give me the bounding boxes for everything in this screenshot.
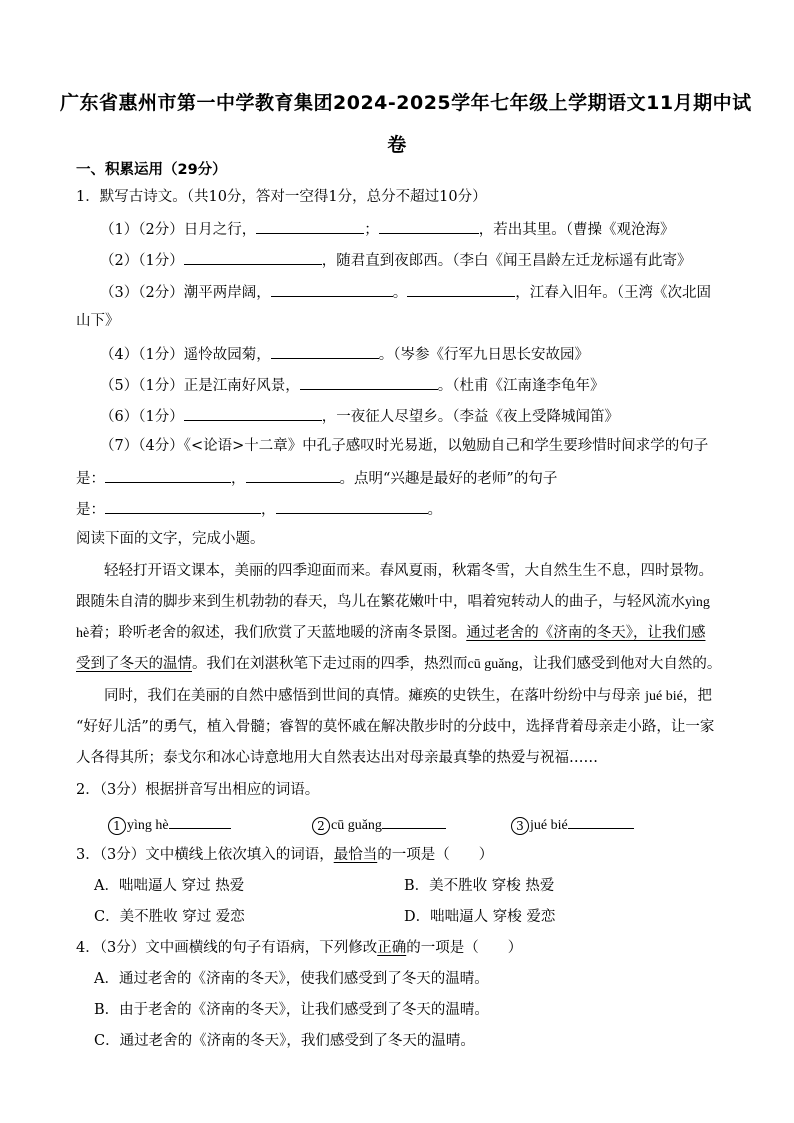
answer-blank[interactable] (105, 498, 261, 514)
answer-blank[interactable] (382, 813, 446, 829)
q1-item-5 (100, 374, 604, 396)
passage-line: 人各得其所；泰戈尔和冰心诗意地用大自然表达出对母亲最真挚的热爱与祝福…… (76, 750, 598, 766)
q1-item-7-text: ， (261, 502, 276, 518)
answer-blank[interactable] (407, 281, 515, 297)
reading-instruction: 阅读下面的文字，完成小题。 (76, 531, 265, 547)
q2-item-2 (312, 813, 446, 836)
answer-blank[interactable] (169, 813, 231, 829)
passage-text: 。我们在刘湛秋笔下走过雨的四季，热烈而 (192, 656, 468, 672)
passage-line: 轻轻打开语文课本，美丽的四季迎面而来。春风夏雨，秋霜冬雪，大自然生生不息，四时景物。 (104, 563, 713, 579)
exam-title-continued: 卷 (387, 134, 407, 156)
passage-text: 同时，我们在美丽的自然中感悟到世间的真情。瘫痪的史铁生，在落叶纷纷中与母亲 (104, 688, 641, 704)
question-1-prompt: 1．默写古诗文。（共10分，答对一空得1分，总分不超过10分） (76, 189, 487, 205)
q1-item-1-text: ； (364, 222, 379, 238)
question-4-prompt (76, 938, 522, 958)
q1-item-1-text: ，若出其里。（曹操《观沧海》 (478, 222, 675, 238)
q1-item-3-text: （3）（2分）潮平两岸阔， (100, 285, 271, 301)
option-a[interactable]: A．通过老舍的《济南的冬天》，使我们感受到了冬天的温晴。 (94, 971, 489, 987)
q1-item-3-continued: 山下》 (76, 313, 120, 329)
q1-item-3-text: ，江春入旧年。（王湾《次北固 (515, 285, 711, 301)
q1-item-3-text: 。 (392, 285, 408, 301)
q1-item-4 (100, 343, 589, 365)
pinyin-text: yìng hè (127, 818, 169, 833)
passage-line (76, 592, 710, 613)
q1-item-2-text: （2）（1分） (100, 253, 184, 269)
q1-item-3 (100, 281, 711, 303)
q1-item-4-text: 。（岑参《行军九日思长安故园》 (378, 347, 589, 363)
q2-item-3 (511, 813, 634, 836)
passage-line: “好好儿活”的勇气，植入骨髓；睿智的莫怀戚在解决散步时的分歧中，选择背着母亲走小路，让一家 (76, 719, 715, 735)
pinyin-text: cū guǎng (467, 657, 519, 672)
passage-line (76, 623, 705, 644)
q1-item-7-text: 。点明“兴趣是最好的老师”的句子 (339, 471, 558, 487)
option-d[interactable]: D．咄咄逼人 穿梭 爱恋 (404, 909, 556, 925)
passage-text: ，让我们感受到他对大自然的。 (518, 656, 722, 672)
q1-item-2-text: ，随君直到夜郎西。（李白《闻王昌龄左迁龙标遥有此寄》 (321, 253, 692, 269)
q1-item-6 (100, 405, 619, 427)
question-4-text: 4．（3分）文中画横线的句子有语病，下列修改 (76, 940, 378, 956)
q1-item-5-text: （5）（1分）正是江南好风景， (100, 378, 300, 394)
underlined-sentence: 通过老舍的《济南的冬天》，让我们感 (466, 625, 706, 641)
answer-blank[interactable] (271, 281, 393, 297)
q1-item-1-text: （1）（2分）日月之行， (100, 222, 257, 238)
q1-item-2 (100, 249, 691, 271)
passage-text: 着；聆听老舍的叙述，我们欣赏了天蓝地暖的济南冬景图。 (89, 625, 467, 641)
answer-blank[interactable] (379, 218, 479, 234)
answer-blank[interactable] (300, 374, 438, 390)
answer-blank[interactable] (246, 467, 340, 483)
q1-item-7-line-2 (76, 467, 557, 489)
q1-item-6-text: ，一夜征人尽望乡。（李益《夜上受降城闻笛》 (321, 409, 619, 425)
pinyin-text: cū guǎng (331, 818, 382, 833)
question-3-prompt (76, 845, 493, 865)
passage-text: 跟随朱自清的脚步来到生机勃勃的春天，鸟儿在繁花嫩叶中，唱着宛转动人的曲子，与轻风流水 (76, 594, 685, 610)
option-b[interactable]: B．由于老舍的《济南的冬天》，让我们感受到了冬天的温晴。 (94, 1002, 489, 1018)
passage-line (76, 654, 721, 675)
option-b[interactable]: B．美不胜收 穿梭 热爱 (404, 878, 555, 894)
passage-text: ，把 (682, 688, 712, 704)
exam-title: 广东省惠州市第一中学教育集团2024-2025学年七年级上学期语文11月期中试 (60, 92, 752, 114)
question-4-text: 的一项是（ ） (406, 940, 523, 956)
q1-item-7-text: 是： (76, 502, 105, 518)
q1-item-7: （7）（4分）《<论语>十二章》中孔子感叹时光易逝，以勉励自己和学生要珍惜时间求学的句子 (100, 438, 709, 454)
q1-item-5-text: 。（杜甫《江南逢李龟年》 (437, 378, 605, 394)
q1-item-4-text: （4）（1分）遥怜故园菊， (100, 347, 271, 363)
underlined-sentence: 受到了冬天的温情 (76, 656, 192, 672)
circled-number: 2 (312, 817, 330, 835)
answer-blank[interactable] (276, 498, 428, 514)
passage-line (104, 686, 712, 707)
q1-item-6-text: （6）（1分） (100, 409, 184, 425)
answer-blank[interactable] (105, 467, 231, 483)
answer-blank[interactable] (256, 218, 364, 234)
q1-item-1 (100, 218, 674, 240)
pinyin-text: yìng (685, 595, 710, 610)
option-a[interactable]: A．咄咄逼人 穿过 热爱 (94, 878, 245, 894)
emphasis-underline: 最恰当 (333, 847, 378, 863)
q1-item-7-text: ， (231, 471, 246, 487)
option-c[interactable]: C．通过老舍的《济南的冬天》，我们感受到了冬天的温晴。 (94, 1033, 475, 1049)
section-heading: 一、积累运用（29分） (76, 162, 227, 178)
pinyin-text: jué bié (530, 818, 568, 833)
q1-item-7-line-3 (76, 498, 442, 520)
emphasis-underline: 正确 (377, 940, 407, 956)
pinyin-text: jué bié (645, 689, 683, 704)
circled-number: 1 (108, 817, 126, 835)
answer-blank[interactable] (184, 249, 322, 265)
question-2-prompt: 2．（3分）根据拼音写出相应的词语。 (76, 782, 320, 798)
pinyin-text: hè (76, 626, 90, 641)
option-c[interactable]: C．美不胜收 穿过 爱恋 (94, 909, 245, 925)
answer-blank[interactable] (184, 405, 322, 421)
q1-item-7-text: 是： (76, 471, 105, 487)
question-3-text: 的一项是（ ） (377, 847, 494, 863)
answer-blank[interactable] (568, 813, 634, 829)
q2-item-1 (108, 813, 231, 836)
question-3-text: 3．（3分）文中横线上依次填入的词语， (76, 847, 334, 863)
answer-blank[interactable] (271, 343, 379, 359)
circled-number: 3 (511, 817, 529, 835)
q1-item-7-text: 。 (427, 502, 442, 518)
